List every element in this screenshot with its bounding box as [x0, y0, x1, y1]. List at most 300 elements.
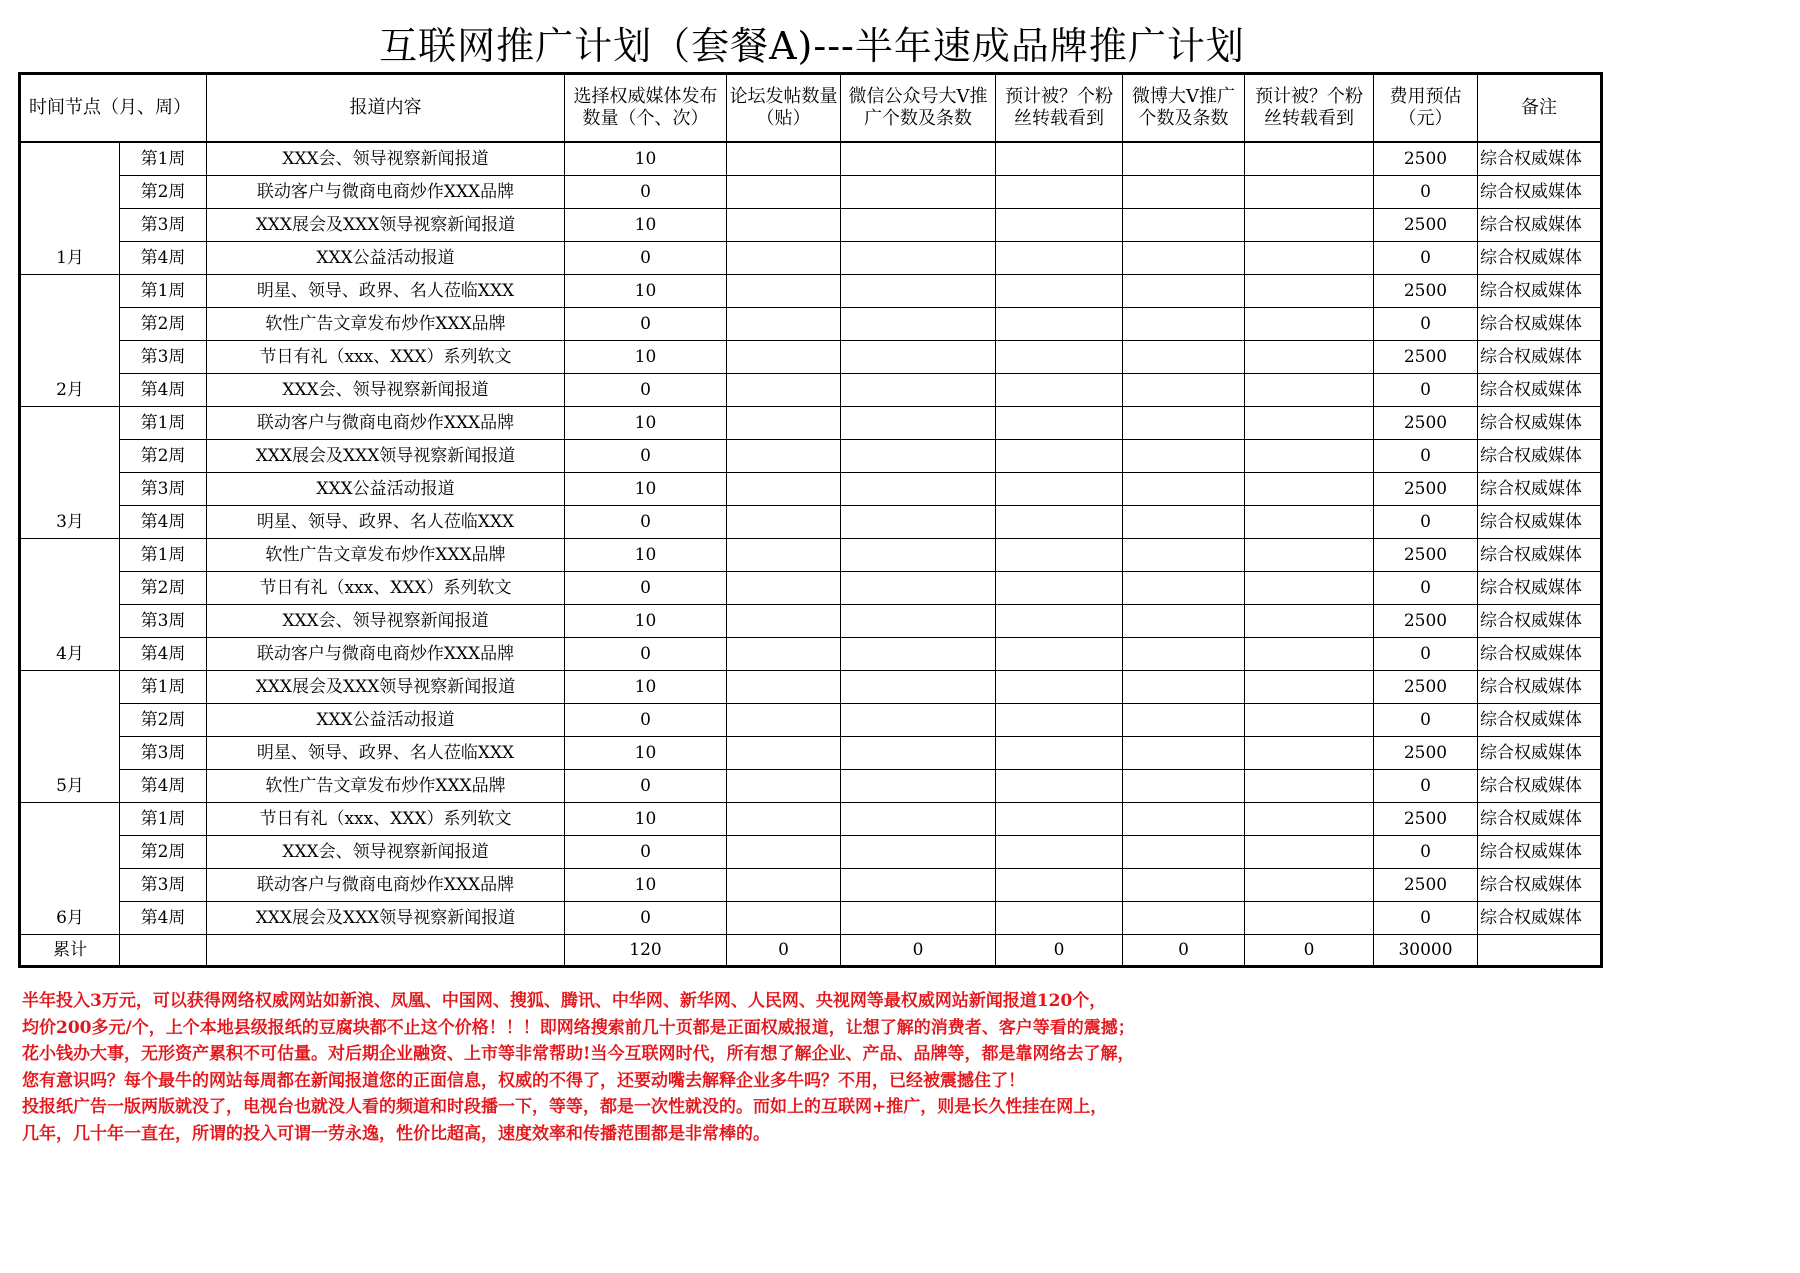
fans-2-cell: [1245, 539, 1374, 572]
media-count-cell: 0: [565, 836, 727, 869]
media-count-cell: 0: [565, 572, 727, 605]
remark-cell: 综合权威媒体: [1478, 836, 1602, 869]
fans-1-cell: [996, 869, 1123, 902]
fans-2-cell: [1245, 803, 1374, 836]
week-cell: 第2周: [120, 176, 207, 209]
cost-cell: 2500: [1374, 605, 1478, 638]
content-cell: 节日有礼（xxx、XXX）系列软文: [207, 572, 565, 605]
month-cell: 2月: [20, 275, 120, 407]
weibo-cell: [1123, 770, 1245, 803]
cost-cell: 0: [1374, 242, 1478, 275]
media-count-cell: 10: [565, 407, 727, 440]
forum-cell: [727, 242, 841, 275]
cost-cell: 2500: [1374, 275, 1478, 308]
month-cell: 3月: [20, 407, 120, 539]
weibo-cell: [1123, 473, 1245, 506]
plan-table: [18, 72, 1603, 968]
table-row: [20, 374, 1602, 407]
media-count-cell: 0: [565, 440, 727, 473]
fans-1-cell: [996, 539, 1123, 572]
fans-2-cell: [1245, 605, 1374, 638]
content-cell: 明星、领导、政界、名人莅临XXX: [207, 275, 565, 308]
week-cell: 第3周: [120, 473, 207, 506]
note-line: 半年投入3万元，可以获得网络权威网站如新浪、凤凰、中国网、搜狐、腾讯、中华网、新华网、人民网、央视网等最权威网站新闻报道120个，: [22, 991, 1107, 1011]
fans-2-cell: [1245, 572, 1374, 605]
fans-1-cell: [996, 407, 1123, 440]
media-count-cell: 0: [565, 506, 727, 539]
fans-2-cell: [1245, 638, 1374, 671]
forum-cell: [727, 704, 841, 737]
week-cell: 第4周: [120, 638, 207, 671]
forum-cell: [727, 308, 841, 341]
week-cell: 第4周: [120, 770, 207, 803]
cost-cell: 2500: [1374, 407, 1478, 440]
table-row: [20, 275, 1602, 308]
fans-2-cell: [1245, 242, 1374, 275]
wechat-cell: [841, 671, 996, 704]
remark-cell: 综合权威媒体: [1478, 308, 1602, 341]
fans-2-cell: [1245, 341, 1374, 374]
week-cell: 第1周: [120, 407, 207, 440]
fans-1-cell: [996, 770, 1123, 803]
week-cell: 第4周: [120, 374, 207, 407]
fans-2-cell: [1245, 770, 1374, 803]
fans-1-cell: [996, 341, 1123, 374]
content-cell: XXX展会及XXX领导视察新闻报道: [207, 671, 565, 704]
weibo-cell: [1123, 737, 1245, 770]
cost-cell: 2500: [1374, 803, 1478, 836]
weibo-cell: [1123, 308, 1245, 341]
note-line: 均价200多元/个，上个本地县级报纸的豆腐块都不止这个价格！！！即网络搜索前几十页都是正面权威报道，让想了解的消费者、客户等看的震撼；: [22, 1017, 1135, 1038]
fans-2-cell: [1245, 902, 1374, 935]
media-count-cell: 10: [565, 275, 727, 308]
table-row: [20, 308, 1602, 341]
weibo-cell: [1123, 242, 1245, 275]
table-row: [20, 836, 1602, 869]
wechat-cell: [841, 142, 996, 176]
table-row: [20, 638, 1602, 671]
media-count-cell: 0: [565, 704, 727, 737]
weibo-cell: [1123, 869, 1245, 902]
content-cell: XXX展会及XXX领导视察新闻报道: [207, 209, 565, 242]
week-cell: 第2周: [120, 836, 207, 869]
remark-cell: 综合权威媒体: [1478, 275, 1602, 308]
week-cell: 第1周: [120, 803, 207, 836]
note-line: 您有意识吗？每个最牛的网站每周都在新闻报道您的正面信息，权威的不得了，还要动嘴去解释企业多牛吗？不用，已经被震撼住了！: [22, 1070, 1025, 1091]
fans-2-cell: [1245, 176, 1374, 209]
content-cell: 联动客户与微商电商炒作XXX品牌: [207, 638, 565, 671]
header-remark: 备注: [1478, 74, 1602, 143]
fans-1-cell: [996, 836, 1123, 869]
fans-1-cell: [996, 275, 1123, 308]
cost-cell: 2500: [1374, 209, 1478, 242]
content-cell: XXX展会及XXX领导视察新闻报道: [207, 902, 565, 935]
content-cell: 节日有礼（xxx、XXX）系列软文: [207, 803, 565, 836]
media-count-cell: 10: [565, 737, 727, 770]
cost-cell: 2500: [1374, 737, 1478, 770]
fans-1-cell: [996, 671, 1123, 704]
weibo-cell: [1123, 440, 1245, 473]
cost-cell: 0: [1374, 374, 1478, 407]
media-count-cell: 10: [565, 341, 727, 374]
remark-cell: 综合权威媒体: [1478, 341, 1602, 374]
week-cell: 第4周: [120, 242, 207, 275]
weibo-cell: [1123, 638, 1245, 671]
fans-2-cell: [1245, 407, 1374, 440]
forum-cell: [727, 341, 841, 374]
forum-cell: [727, 506, 841, 539]
table-row: [20, 506, 1602, 539]
totals-week-cell: [120, 935, 207, 967]
totals-label: 累计: [20, 935, 120, 967]
remark-cell: 综合权威媒体: [1478, 638, 1602, 671]
fans-2-cell: [1245, 374, 1374, 407]
weibo-cell: [1123, 572, 1245, 605]
content-cell: 联动客户与微商电商炒作XXX品牌: [207, 407, 565, 440]
wechat-cell: [841, 605, 996, 638]
fans-1-cell: [996, 704, 1123, 737]
week-cell: 第3周: [120, 737, 207, 770]
wechat-cell: [841, 341, 996, 374]
forum-cell: [727, 142, 841, 176]
week-cell: 第2周: [120, 572, 207, 605]
table-row: [20, 803, 1602, 836]
forum-cell: [727, 407, 841, 440]
fans-1-cell: [996, 374, 1123, 407]
table-row: [20, 737, 1602, 770]
forum-cell: [727, 836, 841, 869]
wechat-cell: [841, 275, 996, 308]
weibo-cell: [1123, 704, 1245, 737]
content-cell: XXX公益活动报道: [207, 473, 565, 506]
wechat-cell: [841, 506, 996, 539]
wechat-cell: [841, 473, 996, 506]
cost-cell: 2500: [1374, 473, 1478, 506]
header-fans-2: 预计被？个粉丝转载看到: [1245, 74, 1374, 143]
forum-cell: [727, 572, 841, 605]
header-forum: 论坛发帖数量（贴）: [727, 74, 841, 143]
content-cell: 联动客户与微商电商炒作XXX品牌: [207, 869, 565, 902]
note-line: 几年，几十年一直在，所谓的投入可谓一劳永逸，性价比超高，速度效率和传播范围都是非常棒的。: [22, 1123, 770, 1144]
media-count-cell: 10: [565, 142, 727, 176]
week-cell: 第3周: [120, 869, 207, 902]
media-count-cell: 0: [565, 638, 727, 671]
remark-cell: 综合权威媒体: [1478, 209, 1602, 242]
table-row: [20, 341, 1602, 374]
forum-cell: [727, 605, 841, 638]
header-row: [20, 74, 1602, 143]
cost-cell: 0: [1374, 704, 1478, 737]
table-row: [20, 539, 1602, 572]
fans-2-cell: [1245, 704, 1374, 737]
weibo-cell: [1123, 275, 1245, 308]
remark-cell: 综合权威媒体: [1478, 902, 1602, 935]
cost-cell: 0: [1374, 308, 1478, 341]
totals-wechat: 0: [841, 935, 996, 967]
header-cost: 费用预估（元）: [1374, 74, 1478, 143]
cost-cell: 2500: [1374, 341, 1478, 374]
fans-2-cell: [1245, 869, 1374, 902]
remark-cell: 综合权威媒体: [1478, 671, 1602, 704]
week-cell: 第3周: [120, 209, 207, 242]
content-cell: XXX会、领导视察新闻报道: [207, 142, 565, 176]
wechat-cell: [841, 704, 996, 737]
cost-cell: 2500: [1374, 869, 1478, 902]
fans-1-cell: [996, 242, 1123, 275]
media-count-cell: 10: [565, 473, 727, 506]
fans-2-cell: [1245, 473, 1374, 506]
table-row: [20, 209, 1602, 242]
fans-2-cell: [1245, 836, 1374, 869]
week-cell: 第4周: [120, 506, 207, 539]
fans-2-cell: [1245, 737, 1374, 770]
forum-cell: [727, 770, 841, 803]
header-time: 时间节点（月、周）: [20, 74, 207, 143]
wechat-cell: [841, 308, 996, 341]
fans-1-cell: [996, 209, 1123, 242]
remark-cell: 综合权威媒体: [1478, 440, 1602, 473]
week-cell: 第1周: [120, 275, 207, 308]
weibo-cell: [1123, 407, 1245, 440]
remark-cell: 综合权威媒体: [1478, 242, 1602, 275]
fans-1-cell: [996, 176, 1123, 209]
week-cell: 第3周: [120, 341, 207, 374]
totals-content-cell: [207, 935, 565, 967]
weibo-cell: [1123, 374, 1245, 407]
table-row: [20, 704, 1602, 737]
fans-1-cell: [996, 572, 1123, 605]
header-content: 报道内容: [207, 74, 565, 143]
fans-1-cell: [996, 473, 1123, 506]
forum-cell: [727, 803, 841, 836]
totals-forum: 0: [727, 935, 841, 967]
fans-1-cell: [996, 803, 1123, 836]
fans-1-cell: [996, 142, 1123, 176]
cost-cell: 2500: [1374, 671, 1478, 704]
media-count-cell: 0: [565, 902, 727, 935]
fans-1-cell: [996, 902, 1123, 935]
table-row: [20, 473, 1602, 506]
content-cell: 明星、领导、政界、名人莅临XXX: [207, 506, 565, 539]
wechat-cell: [841, 242, 996, 275]
forum-cell: [727, 737, 841, 770]
wechat-cell: [841, 638, 996, 671]
table-row: [20, 671, 1602, 704]
cost-cell: 0: [1374, 572, 1478, 605]
forum-cell: [727, 869, 841, 902]
forum-cell: [727, 374, 841, 407]
content-cell: 明星、领导、政界、名人莅临XXX: [207, 737, 565, 770]
header-wechat: 微信公众号大V推广个数及条数: [841, 74, 996, 143]
page-title: 互联网推广计划（套餐A)---半年速成品牌推广计划: [379, 24, 1245, 68]
wechat-cell: [841, 539, 996, 572]
weibo-cell: [1123, 142, 1245, 176]
weibo-cell: [1123, 605, 1245, 638]
table-row: [20, 605, 1602, 638]
table-row: [20, 869, 1602, 902]
content-cell: XXX会、领导视察新闻报道: [207, 836, 565, 869]
content-cell: XXX会、领导视察新闻报道: [207, 374, 565, 407]
fans-2-cell: [1245, 142, 1374, 176]
table-row: [20, 142, 1602, 176]
media-count-cell: 10: [565, 869, 727, 902]
remark-cell: 综合权威媒体: [1478, 176, 1602, 209]
fans-1-cell: [996, 440, 1123, 473]
table-row: [20, 770, 1602, 803]
cost-cell: 2500: [1374, 539, 1478, 572]
media-count-cell: 0: [565, 308, 727, 341]
weibo-cell: [1123, 671, 1245, 704]
fans-2-cell: [1245, 275, 1374, 308]
wechat-cell: [841, 407, 996, 440]
fans-2-cell: [1245, 671, 1374, 704]
forum-cell: [727, 176, 841, 209]
weibo-cell: [1123, 902, 1245, 935]
remark-cell: 综合权威媒体: [1478, 869, 1602, 902]
content-cell: XXX会、领导视察新闻报道: [207, 605, 565, 638]
media-count-cell: 0: [565, 770, 727, 803]
forum-cell: [727, 671, 841, 704]
header-weibo: 微博大V推广个数及条数: [1123, 74, 1245, 143]
month-cell: 4月: [20, 539, 120, 671]
weibo-cell: [1123, 209, 1245, 242]
totals-weibo: 0: [1123, 935, 1245, 967]
wechat-cell: [841, 836, 996, 869]
content-cell: XXX公益活动报道: [207, 704, 565, 737]
table-row: [20, 572, 1602, 605]
content-cell: XXX公益活动报道: [207, 242, 565, 275]
header-fans-1: 预计被？个粉丝转载看到: [996, 74, 1123, 143]
promo-note: [22, 988, 1522, 1147]
forum-cell: [727, 539, 841, 572]
remark-cell: 综合权威媒体: [1478, 737, 1602, 770]
week-cell: 第3周: [120, 605, 207, 638]
week-cell: 第1周: [120, 539, 207, 572]
wechat-cell: [841, 374, 996, 407]
media-count-cell: 10: [565, 671, 727, 704]
table-row: [20, 902, 1602, 935]
header-media: 选择权威媒体发布数量（个、次）: [565, 74, 727, 143]
weibo-cell: [1123, 176, 1245, 209]
content-cell: 软性广告文章发布炒作XXX品牌: [207, 539, 565, 572]
remark-cell: 综合权威媒体: [1478, 407, 1602, 440]
fans-1-cell: [996, 506, 1123, 539]
cost-cell: 0: [1374, 638, 1478, 671]
fans-2-cell: [1245, 308, 1374, 341]
week-cell: 第1周: [120, 671, 207, 704]
wechat-cell: [841, 902, 996, 935]
note-line: 投报纸广告一版两版就没了，电视台也就没人看的频道和时段播一下，等等，都是一次性就没的。而如上的互联网+推广，则是长久性挂在网上，: [22, 1097, 1108, 1117]
wechat-cell: [841, 209, 996, 242]
week-cell: 第2周: [120, 440, 207, 473]
table-row: [20, 176, 1602, 209]
week-cell: 第2周: [120, 308, 207, 341]
content-cell: 节日有礼（xxx、XXX）系列软文: [207, 341, 565, 374]
media-count-cell: 0: [565, 176, 727, 209]
remark-cell: 综合权威媒体: [1478, 473, 1602, 506]
media-count-cell: 0: [565, 242, 727, 275]
content-cell: 软性广告文章发布炒作XXX品牌: [207, 308, 565, 341]
forum-cell: [727, 440, 841, 473]
fans-2-cell: [1245, 440, 1374, 473]
remark-cell: 综合权威媒体: [1478, 142, 1602, 176]
wechat-cell: [841, 869, 996, 902]
fans-2-cell: [1245, 506, 1374, 539]
note-line: 花小钱办大事，无形资产累积不可估量。对后期企业融资、上市等非常帮助!当今互联网时代，所有想了解企业、产品、品牌等，都是靠网络去了解，: [22, 1044, 1135, 1064]
table-row: [20, 440, 1602, 473]
totals-cost: 30000: [1374, 935, 1478, 967]
media-count-cell: 10: [565, 803, 727, 836]
media-count-cell: 10: [565, 209, 727, 242]
media-count-cell: 10: [565, 605, 727, 638]
totals-remark-cell: [1478, 935, 1602, 967]
month-cell: 5月: [20, 671, 120, 803]
remark-cell: 综合权威媒体: [1478, 770, 1602, 803]
cost-cell: 0: [1374, 440, 1478, 473]
cost-cell: 0: [1374, 770, 1478, 803]
cost-cell: 0: [1374, 902, 1478, 935]
cost-cell: 2500: [1374, 142, 1478, 176]
weibo-cell: [1123, 803, 1245, 836]
cost-cell: 0: [1374, 836, 1478, 869]
weibo-cell: [1123, 506, 1245, 539]
remark-cell: 综合权威媒体: [1478, 539, 1602, 572]
fans-2-cell: [1245, 209, 1374, 242]
weibo-cell: [1123, 836, 1245, 869]
remark-cell: 综合权威媒体: [1478, 374, 1602, 407]
totals-fans-1: 0: [996, 935, 1123, 967]
media-count-cell: 10: [565, 539, 727, 572]
month-cell: 6月: [20, 803, 120, 935]
totals-fans-2: 0: [1245, 935, 1374, 967]
weibo-cell: [1123, 539, 1245, 572]
content-cell: XXX展会及XXX领导视察新闻报道: [207, 440, 565, 473]
remark-cell: 综合权威媒体: [1478, 704, 1602, 737]
week-cell: 第1周: [120, 142, 207, 176]
cost-cell: 0: [1374, 506, 1478, 539]
week-cell: 第4周: [120, 902, 207, 935]
forum-cell: [727, 473, 841, 506]
totals-row: [20, 935, 1602, 967]
weibo-cell: [1123, 341, 1245, 374]
table-row: [20, 407, 1602, 440]
fans-1-cell: [996, 638, 1123, 671]
cost-cell: 0: [1374, 176, 1478, 209]
wechat-cell: [841, 572, 996, 605]
forum-cell: [727, 638, 841, 671]
content-cell: 联动客户与微商电商炒作XXX品牌: [207, 176, 565, 209]
wechat-cell: [841, 176, 996, 209]
week-cell: 第2周: [120, 704, 207, 737]
table-row: [20, 242, 1602, 275]
remark-cell: 综合权威媒体: [1478, 572, 1602, 605]
wechat-cell: [841, 737, 996, 770]
media-count-cell: 0: [565, 374, 727, 407]
remark-cell: 综合权威媒体: [1478, 506, 1602, 539]
remark-cell: 综合权威媒体: [1478, 803, 1602, 836]
fans-1-cell: [996, 308, 1123, 341]
wechat-cell: [841, 440, 996, 473]
forum-cell: [727, 275, 841, 308]
totals-media: 120: [565, 935, 727, 967]
forum-cell: [727, 209, 841, 242]
wechat-cell: [841, 803, 996, 836]
content-cell: 软性广告文章发布炒作XXX品牌: [207, 770, 565, 803]
remark-cell: 综合权威媒体: [1478, 605, 1602, 638]
wechat-cell: [841, 770, 996, 803]
month-cell: 1月: [20, 142, 120, 275]
forum-cell: [727, 902, 841, 935]
